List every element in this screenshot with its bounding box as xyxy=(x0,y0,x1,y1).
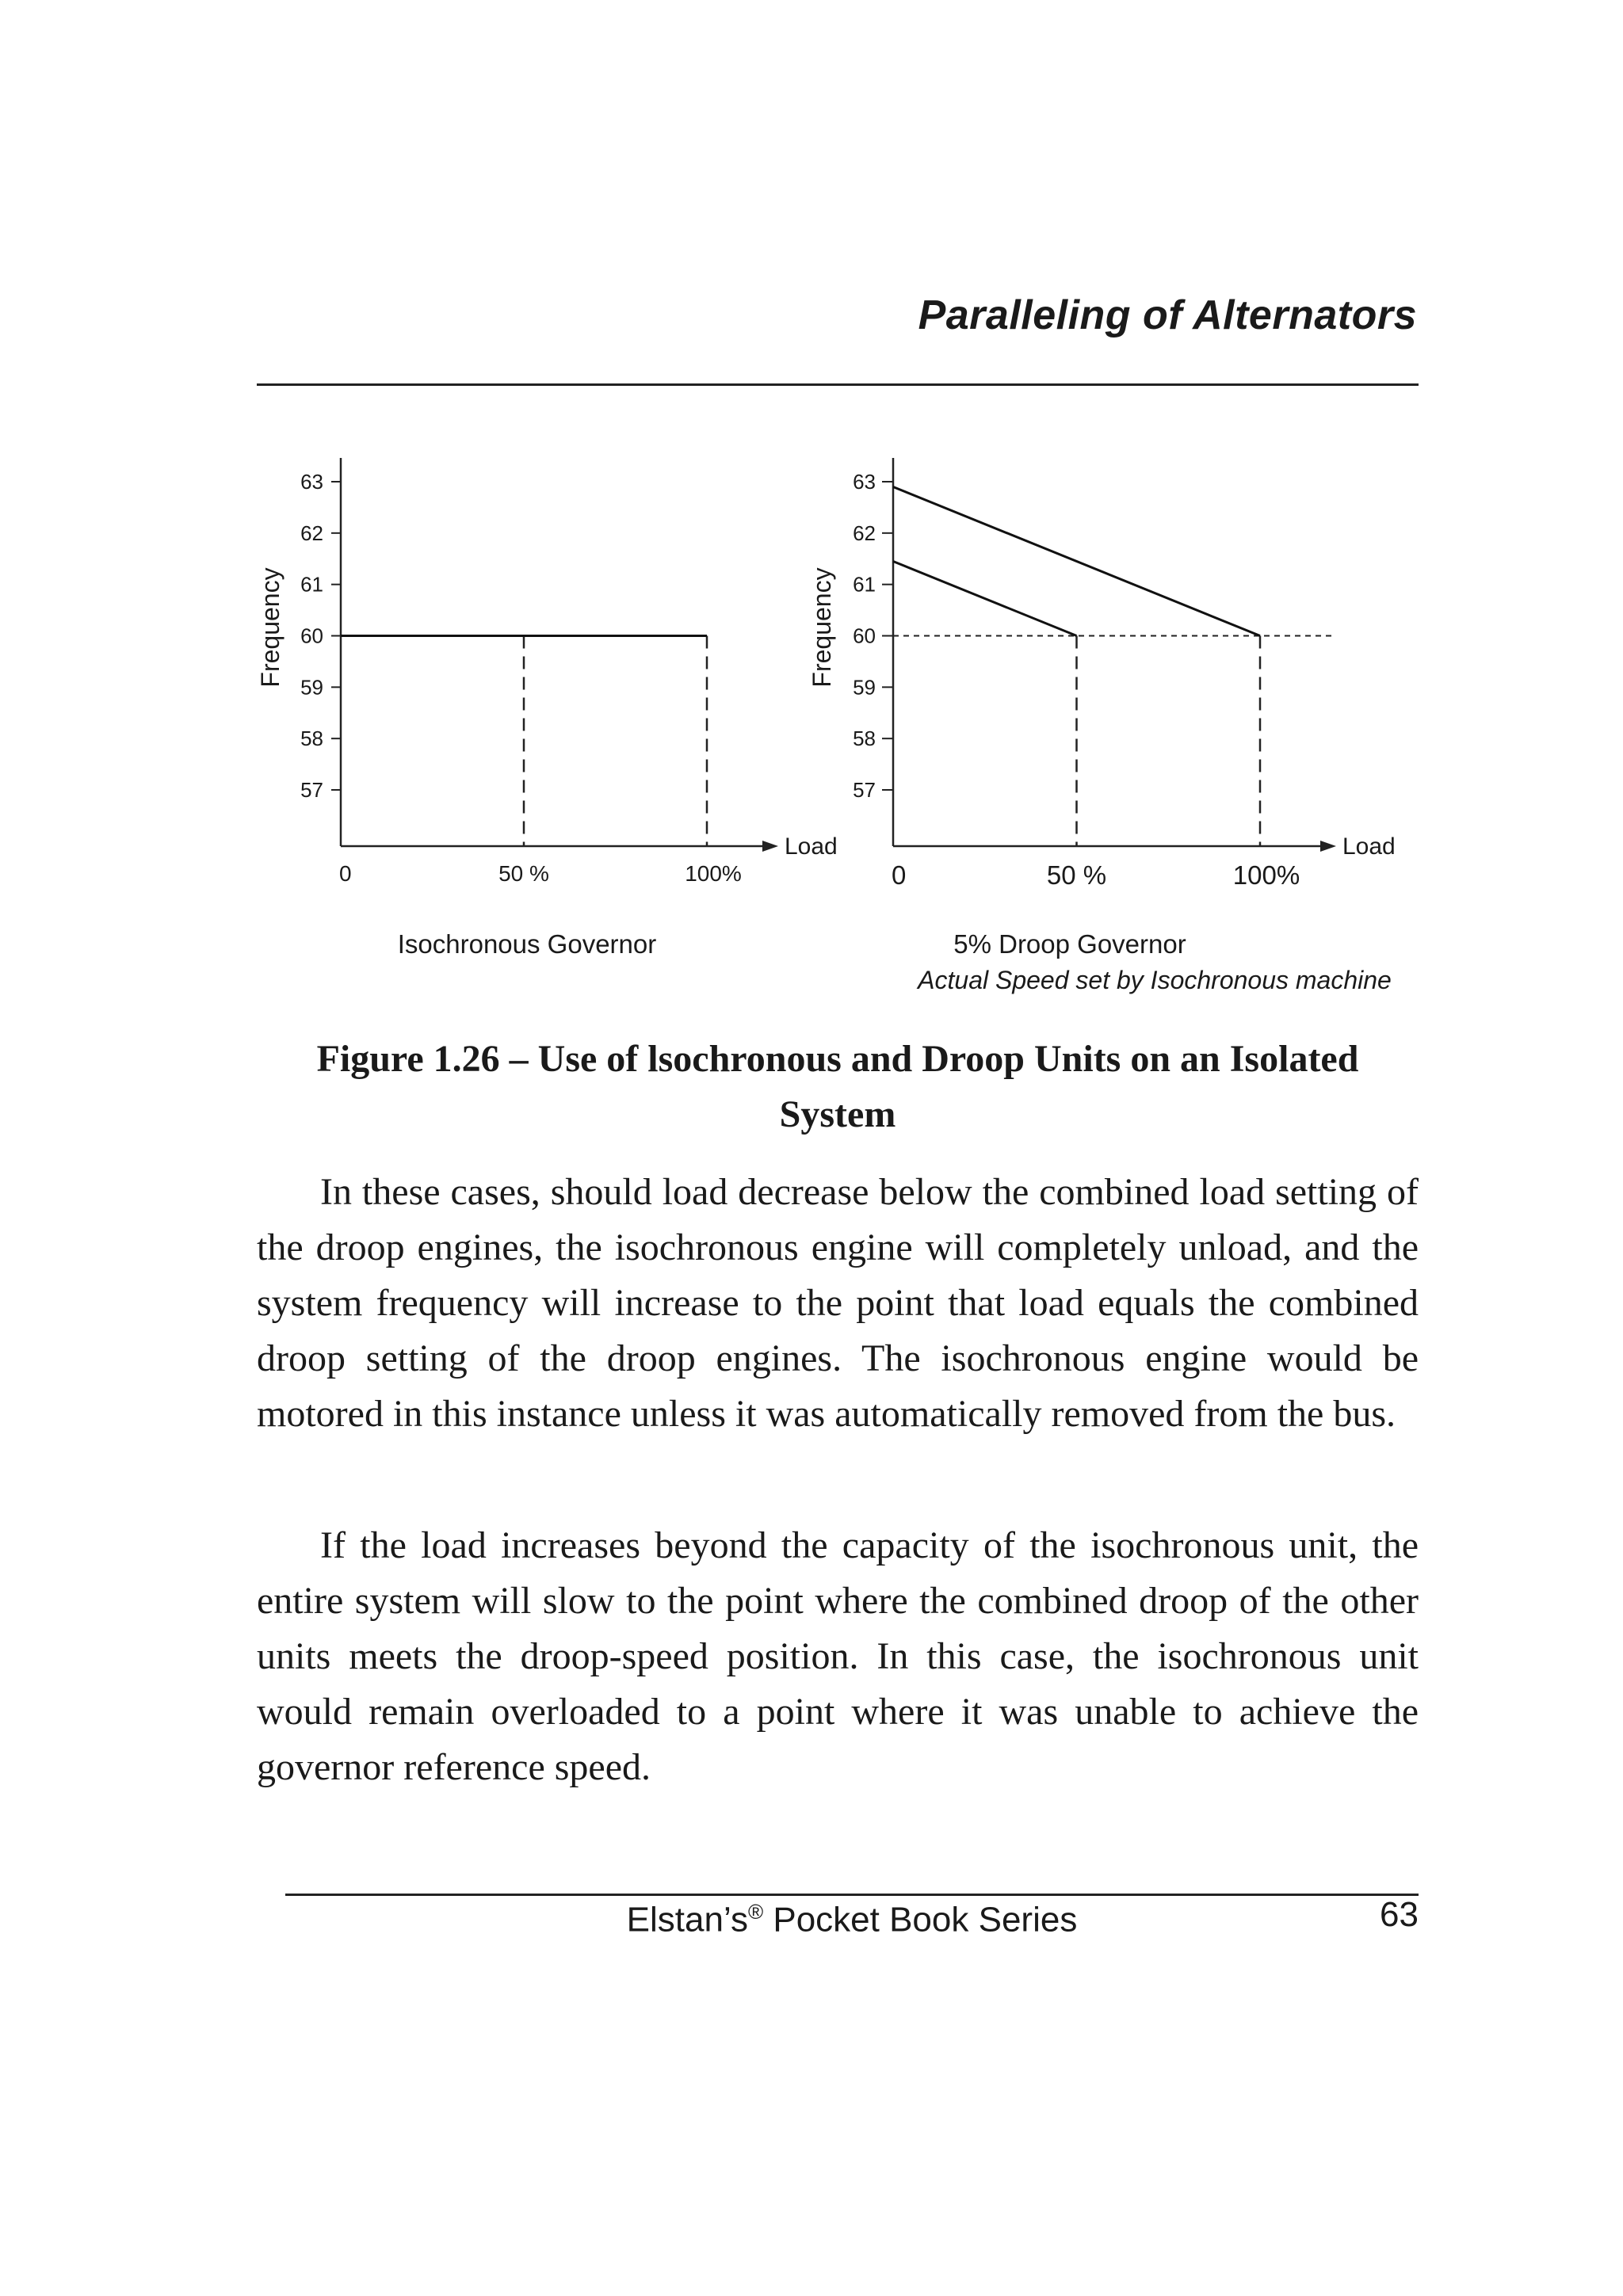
y-axis-label: Frequency xyxy=(256,567,285,688)
chart-title: Isochronous Governor xyxy=(397,929,657,959)
droop-chart xyxy=(808,458,1396,994)
footer-rule xyxy=(285,1894,1419,1896)
chart-subtitle: Actual Speed set by Isochronous machine xyxy=(918,966,1392,994)
footer xyxy=(285,1895,1419,1947)
series-line-droop-half xyxy=(893,561,1077,635)
page-number: 63 xyxy=(1380,1895,1419,1934)
y-tick-label: 58 xyxy=(853,727,876,751)
x-tick-label: 100% xyxy=(1232,860,1300,890)
y-axis-label: Frequency xyxy=(808,567,836,688)
book-series xyxy=(285,1900,1419,1940)
y-tick-label: 62 xyxy=(853,521,876,545)
x-tick-label: 0 xyxy=(339,861,352,886)
y-tick-label: 59 xyxy=(853,675,876,700)
y-tick-label: 62 xyxy=(300,521,323,545)
y-tick-group xyxy=(853,470,893,802)
y-tick-label: 61 xyxy=(300,572,323,597)
x-axis-label: Load xyxy=(785,833,838,860)
x-axis-arrow xyxy=(762,841,778,852)
y-tick-label: 57 xyxy=(853,778,876,802)
y-tick-label: 63 xyxy=(853,470,876,494)
x-tick-label: 50 % xyxy=(1046,860,1107,890)
figure-caption: Figure 1.26 – Use of lsochronous and Droop Units on an Isolated System xyxy=(316,1038,1359,1135)
chart-title: 5% Droop Governor xyxy=(953,929,1186,959)
x-tick-group xyxy=(339,861,742,886)
figure-1-26 xyxy=(0,0,1623,1022)
running-head-title: Paralleling of Alternators xyxy=(918,292,1417,338)
x-tick-label: 50 % xyxy=(498,861,549,886)
y-tick-label: 57 xyxy=(300,778,323,802)
isochronous-chart xyxy=(256,458,838,959)
x-axis-label: Load xyxy=(1342,833,1396,860)
data-marks xyxy=(893,486,1331,846)
y-tick-label: 59 xyxy=(300,675,323,700)
body-paragraph-1: In these cases, should load decrease below the combined load setting of the droop engines, the isochronous engine will completely unload, and the system frequency will increase to the point that load equals the combined droop setting of the droop engines. The isochronous engine would be motored in this instance unless it was automatically removed from the bus. xyxy=(257,1171,1419,1435)
y-tick-group xyxy=(300,470,341,802)
y-tick-label: 61 xyxy=(853,572,876,597)
x-tick-label: 0 xyxy=(892,860,907,890)
series-rest: Pocket Book Series xyxy=(763,1900,1078,1939)
body-paragraph-2: If the load increases beyond the capacity of the isochronous unit, the entire system will slow to the point where the combined droop of the other units meets the droop-speed position. In this case, the isochronous unit would remain overloaded to a point where it was unable to achieve the governor reference speed. xyxy=(257,1524,1419,1788)
data-marks xyxy=(341,636,707,847)
registered-mark: ® xyxy=(747,1900,764,1924)
x-tick-group xyxy=(892,860,1300,890)
series-line-droop-full xyxy=(893,486,1260,635)
series-name: Elstan’s xyxy=(626,1900,748,1939)
x-axis-arrow xyxy=(1320,841,1336,852)
y-tick-label: 60 xyxy=(300,624,323,648)
y-tick-label: 60 xyxy=(853,624,876,648)
y-tick-label: 63 xyxy=(300,470,323,494)
x-tick-label: 100% xyxy=(685,861,742,886)
y-tick-label: 58 xyxy=(300,727,323,751)
